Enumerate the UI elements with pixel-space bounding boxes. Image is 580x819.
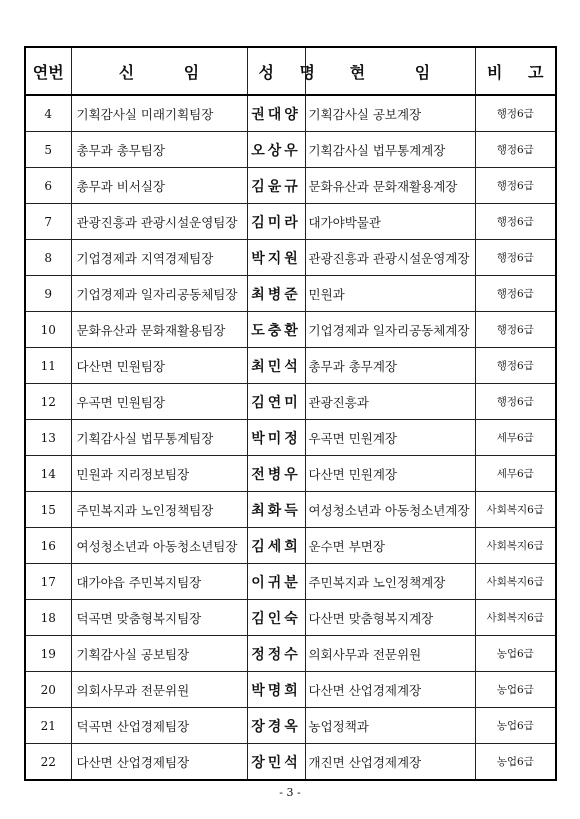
cell-name: 박지원 <box>247 240 305 276</box>
cell-name: 장민석 <box>247 744 305 781</box>
cell-current-position: 관광진흥과 관광시설운영계장 <box>305 240 475 276</box>
cell-current-position: 기획감사실 공보계장 <box>305 95 475 132</box>
cell-current-position: 개진면 산업경제계장 <box>305 744 475 781</box>
header-note: 비 고 <box>475 47 556 95</box>
table-row <box>25 384 556 420</box>
cell-new-position: 기획감사실 미래기획팀장 <box>71 95 247 132</box>
cell-new-position: 총무과 비서실장 <box>71 168 247 204</box>
cell-note: 사회복지6급 <box>475 528 556 564</box>
cell-no: 5 <box>25 132 71 168</box>
table-row <box>25 312 556 348</box>
personnel-table <box>24 46 557 781</box>
table-row <box>25 672 556 708</box>
table-row <box>25 564 556 600</box>
cell-current-position: 관광진흥과 <box>305 384 475 420</box>
table-row <box>25 348 556 384</box>
page-number: - 3 - <box>279 786 301 799</box>
cell-current-position: 민원과 <box>305 276 475 312</box>
cell-name: 이귀분 <box>247 564 305 600</box>
cell-note: 행정6급 <box>475 204 556 240</box>
cell-current-position: 문화유산과 문화재활용계장 <box>305 168 475 204</box>
cell-name: 최병준 <box>247 276 305 312</box>
cell-name: 전병우 <box>247 456 305 492</box>
header-current-position: 현 임 <box>305 47 475 95</box>
cell-new-position: 민원과 지리정보팀장 <box>71 456 247 492</box>
cell-current-position: 주민복지과 노인정책계장 <box>305 564 475 600</box>
cell-new-position: 대가야읍 주민복지팀장 <box>71 564 247 600</box>
cell-no: 4 <box>25 95 71 132</box>
cell-name: 박미정 <box>247 420 305 456</box>
cell-new-position: 기업경제과 일자리공동체팀장 <box>71 276 247 312</box>
cell-note: 사회복지6급 <box>475 564 556 600</box>
cell-new-position: 덕곡면 맞춤형복지팀장 <box>71 600 247 636</box>
cell-name: 김인숙 <box>247 600 305 636</box>
cell-note: 농업6급 <box>475 672 556 708</box>
cell-current-position: 농업정책과 <box>305 708 475 744</box>
table-row <box>25 132 556 168</box>
cell-current-position: 다산면 민원계장 <box>305 456 475 492</box>
cell-name: 최화득 <box>247 492 305 528</box>
cell-note: 세무6급 <box>475 456 556 492</box>
table-row <box>25 600 556 636</box>
cell-note: 행정6급 <box>475 240 556 276</box>
cell-note: 행정6급 <box>475 132 556 168</box>
table-row <box>25 744 556 781</box>
cell-no: 19 <box>25 636 71 672</box>
cell-name: 박명희 <box>247 672 305 708</box>
cell-no: 9 <box>25 276 71 312</box>
cell-current-position: 대가야박물관 <box>305 204 475 240</box>
header-no: 연번 <box>25 47 71 95</box>
table-body <box>25 95 556 780</box>
cell-note: 세무6급 <box>475 420 556 456</box>
cell-current-position: 기획감사실 법무통계계장 <box>305 132 475 168</box>
table-row <box>25 708 556 744</box>
document-page <box>24 46 555 781</box>
cell-new-position: 다산면 민원팀장 <box>71 348 247 384</box>
table-row <box>25 420 556 456</box>
cell-name: 김세희 <box>247 528 305 564</box>
cell-note: 사회복지6급 <box>475 492 556 528</box>
cell-note: 사회복지6급 <box>475 600 556 636</box>
cell-new-position: 기업경제과 지역경제팀장 <box>71 240 247 276</box>
cell-note: 행정6급 <box>475 384 556 420</box>
cell-note: 농업6급 <box>475 636 556 672</box>
cell-name: 김윤규 <box>247 168 305 204</box>
cell-new-position: 관광진흥과 관광시설운영팀장 <box>71 204 247 240</box>
table-row <box>25 204 556 240</box>
cell-name: 장경옥 <box>247 708 305 744</box>
cell-new-position: 문화유산과 문화재활용팀장 <box>71 312 247 348</box>
cell-current-position: 의회사무과 전문위원 <box>305 636 475 672</box>
cell-no: 12 <box>25 384 71 420</box>
cell-current-position: 기업경제과 일자리공동체계장 <box>305 312 475 348</box>
table-row <box>25 276 556 312</box>
cell-no: 18 <box>25 600 71 636</box>
cell-current-position: 여성청소년과 아동청소년계장 <box>305 492 475 528</box>
cell-note: 농업6급 <box>475 744 556 781</box>
table-row <box>25 240 556 276</box>
cell-name: 정정수 <box>247 636 305 672</box>
cell-no: 7 <box>25 204 71 240</box>
cell-no: 22 <box>25 744 71 781</box>
cell-no: 6 <box>25 168 71 204</box>
cell-current-position: 운수면 부면장 <box>305 528 475 564</box>
cell-no: 21 <box>25 708 71 744</box>
table-row <box>25 95 556 132</box>
table-row <box>25 636 556 672</box>
table-row <box>25 168 556 204</box>
cell-new-position: 기획감사실 법무통계팀장 <box>71 420 247 456</box>
cell-no: 15 <box>25 492 71 528</box>
cell-new-position: 주민복지과 노인정책팀장 <box>71 492 247 528</box>
header-name: 성 명 <box>247 47 305 95</box>
cell-no: 11 <box>25 348 71 384</box>
cell-current-position: 총무과 총무계장 <box>305 348 475 384</box>
cell-new-position: 의회사무과 전문위원 <box>71 672 247 708</box>
cell-no: 10 <box>25 312 71 348</box>
table-header <box>25 47 556 95</box>
table-row <box>25 456 556 492</box>
table-row <box>25 528 556 564</box>
cell-current-position: 다산면 맞춤형복지계장 <box>305 600 475 636</box>
cell-no: 17 <box>25 564 71 600</box>
table-row <box>25 492 556 528</box>
cell-name: 도충환 <box>247 312 305 348</box>
cell-note: 행정6급 <box>475 276 556 312</box>
cell-name: 김연미 <box>247 384 305 420</box>
cell-new-position: 덕곡면 산업경제팀장 <box>71 708 247 744</box>
cell-current-position: 다산면 산업경제계장 <box>305 672 475 708</box>
cell-new-position: 기획감사실 공보팀장 <box>71 636 247 672</box>
cell-note: 농업6급 <box>475 708 556 744</box>
cell-new-position: 여성청소년과 아동청소년팀장 <box>71 528 247 564</box>
cell-note: 행정6급 <box>475 348 556 384</box>
cell-new-position: 다산면 산업경제팀장 <box>71 744 247 781</box>
cell-note: 행정6급 <box>475 312 556 348</box>
cell-new-position: 우곡면 민원팀장 <box>71 384 247 420</box>
cell-name: 최민석 <box>247 348 305 384</box>
cell-no: 14 <box>25 456 71 492</box>
cell-note: 행정6급 <box>475 168 556 204</box>
cell-no: 16 <box>25 528 71 564</box>
cell-no: 8 <box>25 240 71 276</box>
cell-name: 김미라 <box>247 204 305 240</box>
cell-no: 20 <box>25 672 71 708</box>
cell-new-position: 총무과 총무팀장 <box>71 132 247 168</box>
cell-note: 행정6급 <box>475 95 556 132</box>
header-new-position: 신 임 <box>71 47 247 95</box>
cell-no: 13 <box>25 420 71 456</box>
cell-current-position: 우곡면 민원계장 <box>305 420 475 456</box>
cell-name: 오상우 <box>247 132 305 168</box>
cell-name: 권대양 <box>247 95 305 132</box>
